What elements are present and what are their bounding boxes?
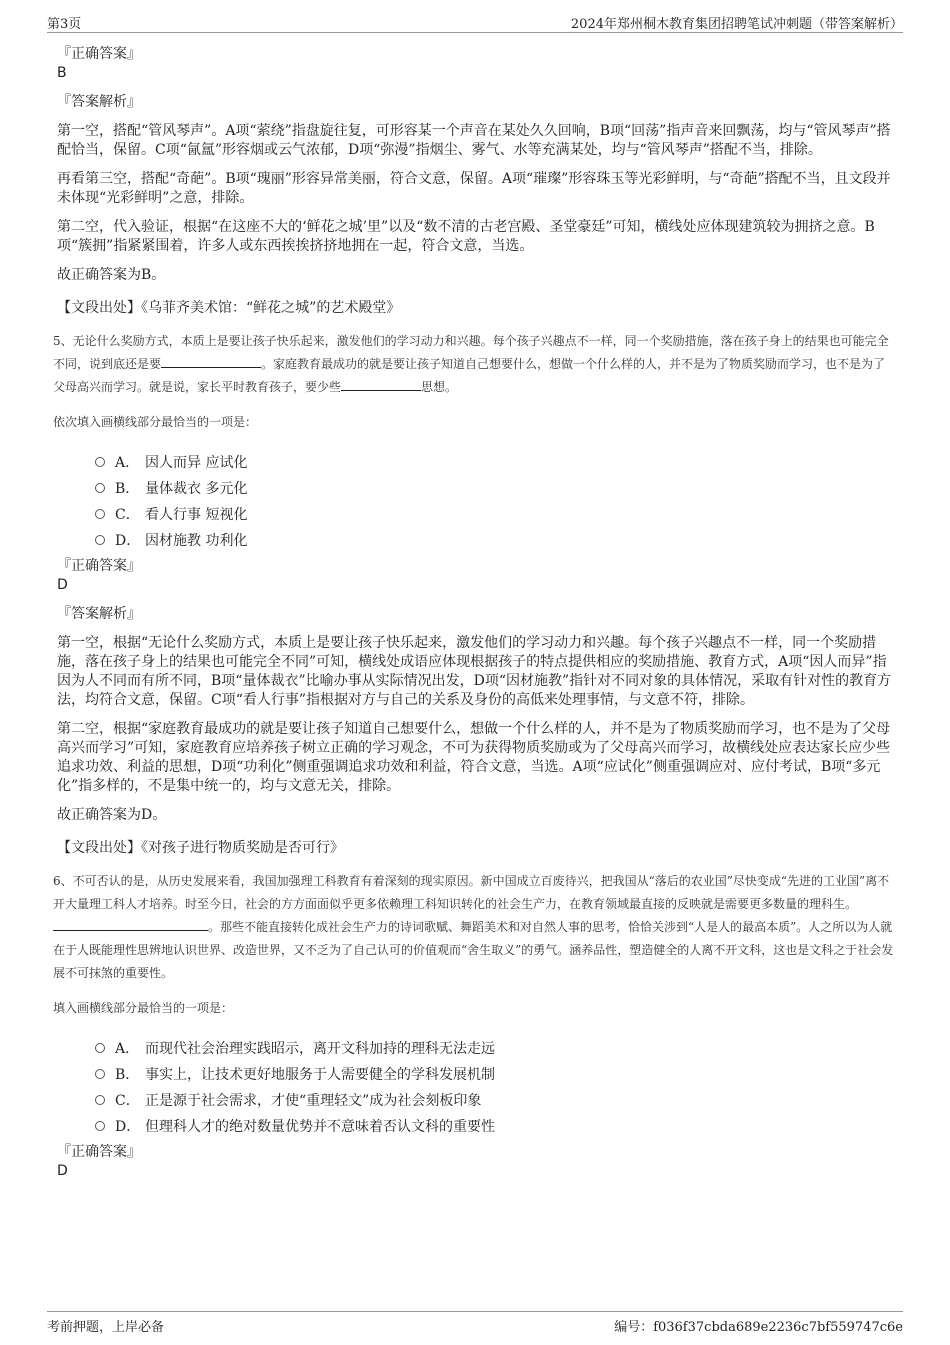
question-6-prompt: 填入画横线部分最恰当的一项是： — [53, 1001, 234, 1015]
question-5-prompt: 依次填入画横线部分最恰当的一项是： — [53, 415, 258, 429]
analysis-paragraph: 第二空，代入验证，根据“在这座不大的‘鲜花之城’里”以及“数不清的古老宫殿、圣堂豪廷”可知，横线处应体现建筑较为拥挤之意。B项“簇拥”指紧紧围着，许多人或东西挨挨挤挤地拥在一起，符合文意，当选。 — [57, 219, 875, 254]
correct-answer-label: 『正确答案』 — [57, 558, 141, 574]
footer-slogan: 考前押题，上岸必备 — [47, 1320, 165, 1335]
analysis-paragraph: 再看第三空，搭配“奇葩”。B项“瑰丽”形容异常美丽，符合文意，保留。A项“璀璨”形容珠玉等光彩鲜明，与“奇葩”搭配不当，且文段并未体现“光彩鲜明”之意，排除。 — [57, 171, 891, 206]
correct-answer-label: 『正确答案』 — [57, 1144, 141, 1160]
question-6-options — [95, 1035, 897, 1139]
radio-icon[interactable] — [95, 509, 105, 519]
radio-icon[interactable] — [95, 483, 105, 493]
page-header — [47, 10, 903, 33]
analysis-paragraph: 第一空，搭配“管风琴声”。A项“萦绕”指盘旋往复，可形容某一个声音在某处久久回响，B项“回荡”指声音来回飘荡，均与“管风琴声”搭配恰当，保留。C项“氤氲”形容烟或云气浓郁，D项“弥漫”指烟尘、雾气、水等充满某处，均与“管风琴声”搭配不当，排除。 — [57, 123, 891, 158]
analysis-label: 『答案解析』 — [57, 606, 141, 622]
analysis-paragraph: 故正确答案为D。 — [57, 807, 167, 823]
option-c[interactable]: C． 看人行事 短视化 — [95, 501, 897, 527]
option-d[interactable]: D． 因材施教 功利化 — [95, 527, 897, 553]
radio-icon[interactable] — [95, 1095, 105, 1105]
question-5-options — [95, 449, 897, 553]
correct-answer-label: 『正确答案』 — [57, 46, 141, 62]
analysis-paragraph: 故正确答案为B。 — [57, 267, 166, 283]
option-c[interactable]: C． 正是源于社会需求，才使“重理轻文”成为社会刻板印象 — [95, 1087, 897, 1113]
question-5-text: 5、无论什么奖励方式，本质上是要让孩子快乐起来，激发他们的学习动力和兴趣。每个孩子兴趣点不一样，同一个奖励措施，落在孩子身上的结果也可能完全不同，说到底还是要 。家庭教育最成功的就是要让孩子知道自己想要什么，想做一个什么样的人，并不是为了物质奖励而学习，也不是为了父母高兴而学习。就是说，家长平时教育孩子，要少些 思想。 — [53, 334, 889, 394]
option-a[interactable]: A． 因人而异 应试化 — [95, 449, 897, 475]
source-citation: 【文段出处】《对孩子进行物质奖励是否可行》 — [57, 840, 344, 856]
page-number: 第3页 — [47, 17, 82, 32]
document-title: 2024年郑州桐木教育集团招聘笔试冲刺题（带答案解析） — [570, 17, 903, 32]
analysis-label: 『答案解析』 — [57, 94, 141, 110]
option-a[interactable]: A． 而现代社会治理实践昭示，离开文科加持的理科无法走远 — [95, 1035, 897, 1061]
analysis-paragraph: 第一空，根据“无论什么奖励方式，本质上是要让孩子快乐起来，激发他们的学习动力和兴趣。每个孩子兴趣点不一样，同一个奖励措施，落在孩子身上的结果也可能完全不同”可知，横线处成语应体现根据孩子的特点提供相应的奖励措施、教育方式，A项“因人而异”指因为人不同而有所不同，B项“量体裁衣”比喻办事从实际情况出发，D项“因材施教”指针对不同对象的具体情况，采取有针对性的教育方法，均符合文意，保留。C项“看人行事”指根据对方与自己的关系及身份的高低来处理事情，与文意不符，排除。 — [57, 635, 892, 708]
document-code: 编号：f036f37cbda689e2236c7bf559747c6e — [614, 1320, 903, 1335]
fill-blank — [161, 355, 261, 368]
radio-icon[interactable] — [95, 1043, 105, 1053]
correct-answer-value: D — [57, 1163, 68, 1179]
page-footer — [47, 1311, 903, 1338]
question-6-text: 6、不可否认的是，从历史发展来看，我国加强理工科教育有着深刻的现实原因。新中国成立百废待兴，把我国从“落后的农业国”尽快变成“先进的工业国”离不开大量理工科人才培养。时至今日，社会的方方面面似乎更多依赖理工科知识转化的社会生产力，在教育领域最直接的反映就是需要更多数量的理科生。。那些不能直接转化成社会生产力的诗词歌赋、舞蹈美术和对自然人事的思考，恰恰关涉到“人是人的最高本质”。人之所以为人就在于人既能理性思辨地认识世界、改造世界，又不乏为了自己认可的价值观而“舍生取义”的勇气。涵养品性，塑造健全的人离不开文科，这也是文科之于社会发展不可抹煞的重要性。 — [53, 874, 894, 980]
source-citation: 【文段出处】《乌菲齐美术馆：“鲜花之城”的艺术殿堂》 — [57, 300, 401, 316]
radio-icon[interactable] — [95, 535, 105, 545]
correct-answer-value: D — [57, 577, 68, 593]
correct-answer-value: B — [57, 65, 67, 81]
analysis-paragraph: 第二空，根据“家庭教育最成功的就是要让孩子知道自己想要什么，想做一个什么样的人，并不是为了物质奖励而学习，也不是为了父母高兴而学习”可知，家庭教育应培养孩子树立正确的学习观念，不可为获得物质奖励或为了父母高兴而学习，故横线处应表达家长应少些追求功效、利益的思想，D项“功利化”侧重强调追求功效和利益，符合文意，当选。A项“应试化”侧重强调应对、应付考试，B项“多元化”指多样的，不是集中统一的，均与文意无关，排除。 — [57, 721, 891, 794]
radio-icon[interactable] — [95, 1121, 105, 1131]
option-b[interactable]: B． 事实上，让技术更好地服务于人需要健全的学科发展机制 — [95, 1061, 897, 1087]
fill-blank — [53, 918, 208, 931]
radio-icon[interactable] — [95, 457, 105, 467]
radio-icon[interactable] — [95, 1069, 105, 1079]
fill-blank — [341, 378, 421, 391]
option-b[interactable]: B． 量体裁衣 多元化 — [95, 475, 897, 501]
option-d[interactable]: D． 但理科人才的绝对数量优势并不意味着否认文科的重要性 — [95, 1113, 897, 1139]
document-body — [53, 45, 897, 1191]
